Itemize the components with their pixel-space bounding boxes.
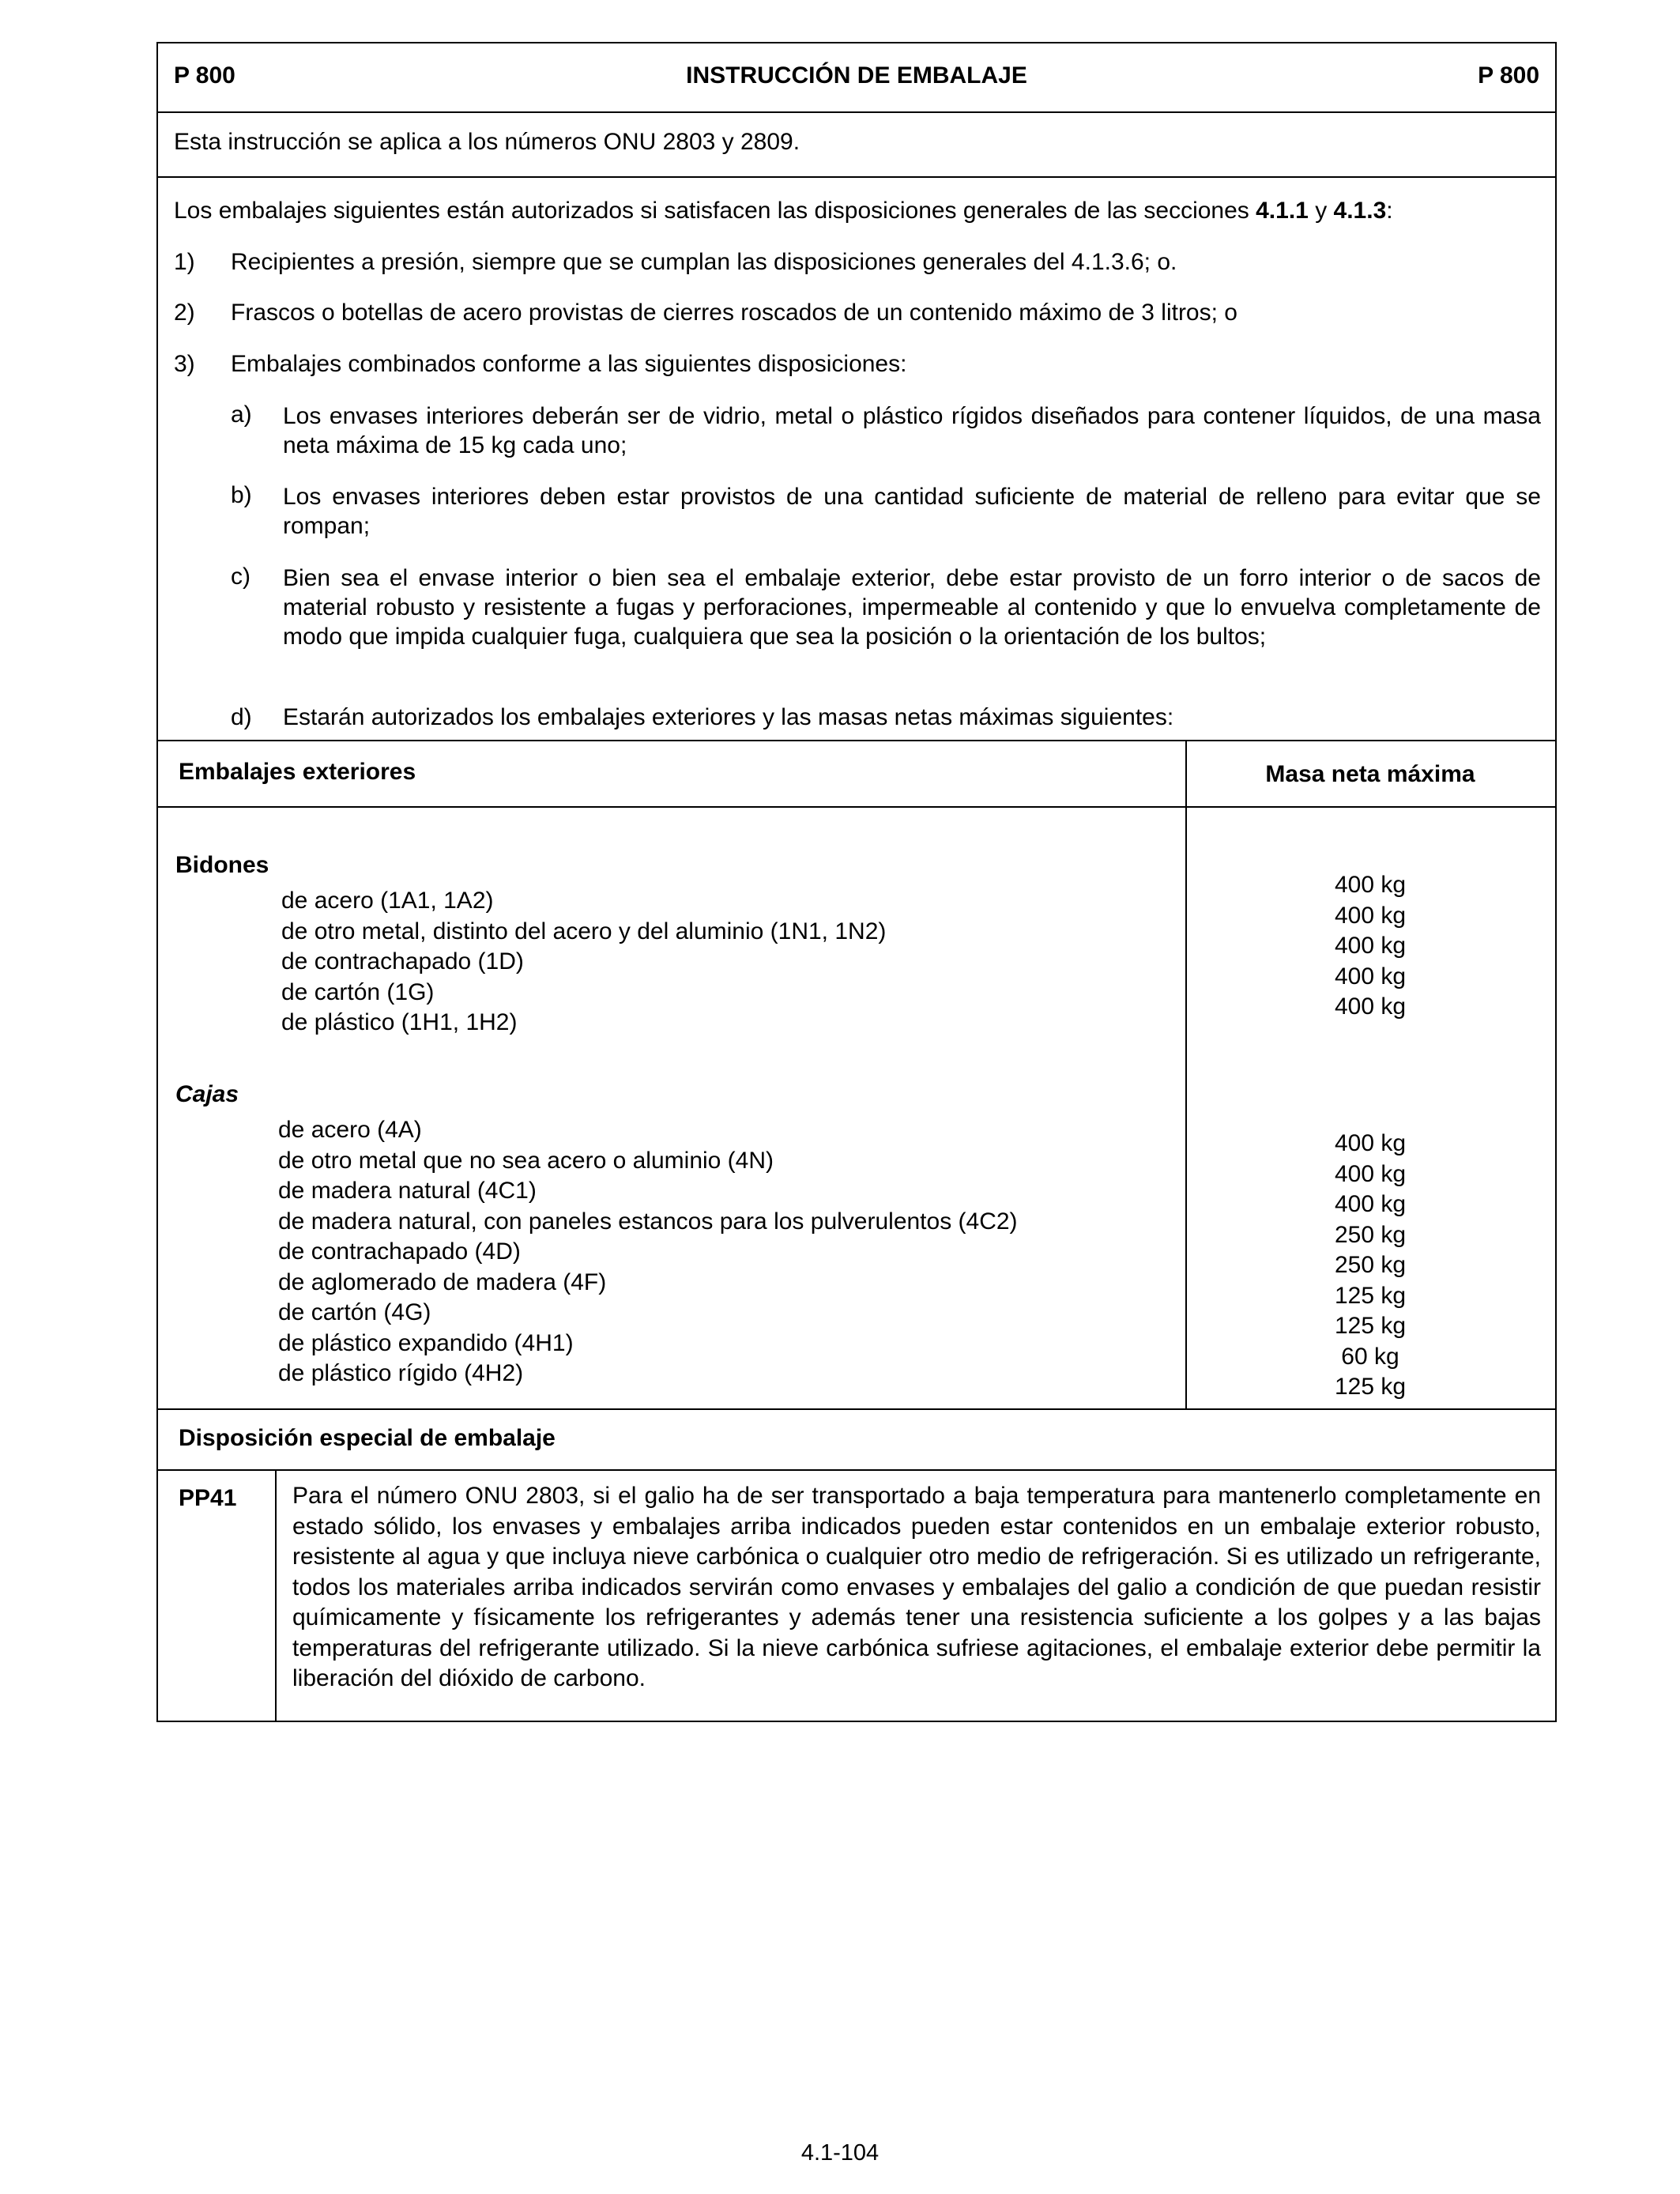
col-header-max-net-mass: Masa neta máxima xyxy=(1265,761,1475,787)
subitem-letter: a) xyxy=(231,401,252,428)
divider xyxy=(158,176,1555,178)
boxes-mass-list xyxy=(1185,1129,1555,1403)
mass-value: 400 kg xyxy=(1334,1160,1407,1187)
subitem-letter: b) xyxy=(231,482,252,508)
table-row: de cartón (4G) xyxy=(278,1299,431,1325)
category-drums: Bidones xyxy=(175,852,269,878)
mass-value: 250 kg xyxy=(1334,1252,1407,1278)
divider xyxy=(158,740,1555,741)
mass-value: 400 kg xyxy=(1334,902,1407,929)
table-row: de plástico expandido (4H1) xyxy=(278,1329,574,1356)
intro-text: Los embalajes siguientes están autorizados si satisfacen las disposiciones generales de las secciones 4.1.1 y 4.1.3: xyxy=(174,198,1393,224)
table-row: de otro metal, distinto del acero y del aluminio (1N1, 1N2) xyxy=(281,918,887,944)
subitem-letter: c) xyxy=(231,564,250,590)
mass-value: 125 kg xyxy=(1334,1313,1407,1339)
column-divider xyxy=(275,1469,277,1721)
drums-list xyxy=(281,886,886,1039)
item-number: 1) xyxy=(174,249,195,275)
category-boxes: Cajas xyxy=(175,1081,239,1107)
item-text: Recipientes a presión, siempre que se cumplan las disposiciones generales del 4.1.3.6; o. xyxy=(231,249,1177,275)
mass-value: 60 kg xyxy=(1341,1343,1399,1370)
table-row: de acero (4A) xyxy=(278,1117,422,1143)
table-row: de contrachapado (4D) xyxy=(278,1238,521,1265)
mass-value: 125 kg xyxy=(1334,1282,1407,1309)
item-text: Embalajes combinados conforme a las siguientes disposiciones: xyxy=(231,351,907,377)
mass-value: 400 kg xyxy=(1334,1130,1407,1156)
table-row: de madera natural, con paneles estancos para los pulverulentos (4C2) xyxy=(278,1208,1018,1235)
mass-value: 400 kg xyxy=(1334,933,1407,959)
table-row: de madera natural (4C1) xyxy=(278,1178,537,1204)
header-code-right: P 800 xyxy=(1478,62,1539,89)
divider xyxy=(158,806,1555,808)
item-number: 2) xyxy=(174,300,195,326)
table-row: de contrachapado (1D) xyxy=(281,948,524,974)
divider xyxy=(158,1469,1555,1471)
table-row: de aglomerado de madera (4F) xyxy=(278,1269,607,1295)
boxes-list xyxy=(278,1115,1018,1389)
subitem-text: Los envases interiores deben estar provistos de una cantidad suficiente de material de relleno para evitar que se rompan; xyxy=(283,484,1541,539)
subitem-text: Estarán autorizados los embalajes exteriores y las masas netas máximas siguientes: xyxy=(283,704,1174,730)
special-provision-code: PP41 xyxy=(179,1485,237,1511)
mass-value: 400 kg xyxy=(1334,993,1407,1020)
table-row: de acero (1A1, 1A2) xyxy=(281,888,494,914)
subitem-text: Bien sea el envase interior o bien sea el embalaje exterior, debe estar provisto de un forro interior o de sacos de material robusto y resistente a fugas y perforaciones, impermeable al contenido y que lo envuelva completamente de modo que impida cualquier fuga, cualquiera que sea la posición o la orientación de los bultos; xyxy=(283,565,1541,650)
divider xyxy=(158,1408,1555,1410)
subitem-letter: d) xyxy=(231,704,252,730)
mass-value: 400 kg xyxy=(1334,1191,1407,1217)
drums-mass-list xyxy=(1185,870,1555,1023)
item-text: Frascos o botellas de acero provistas de cierres roscados de un contenido máximo de 3 litros; o xyxy=(231,300,1237,326)
item-number: 3) xyxy=(174,351,195,377)
header-title: INSTRUCCIÓN DE EMBALAJE xyxy=(686,62,1027,89)
table-row: de plástico rígido (4H2) xyxy=(278,1360,524,1386)
special-provision-text: Para el número ONU 2803, si el galio ha de ser transportado a baja temperatura para mantenerlo completamente en estado sólido, los envases y embalajes arriba indicados pueden estar contenidos en un embalaje exterior robusto, resistente al agua y que incluya nieve carbónica o cualquier otro medio de refrigeración. Si es utilizado un refrigerante, todos los materiales arriba indicados servirán como envases y embalajes del galio a condición de que puedan resistir químicamente y físicamente los refrigerantes y además tener una resistencia suficiente a los golpes y a las bajas temperaturas del refrigerante utilizado. Si la nieve carbónica sufriese agitaciones, el embalaje exterior debe permitir la liberación del dióxido de carbono. xyxy=(292,1483,1541,1691)
packing-instruction-table xyxy=(156,42,1557,1722)
page-number: 4.1-104 xyxy=(800,2140,880,2166)
mass-value: 250 kg xyxy=(1334,1221,1407,1248)
special-provision-heading: Disposición especial de embalaje xyxy=(179,1425,556,1451)
applies-text: Esta instrucción se aplica a los números ONU 2803 y 2809. xyxy=(174,129,800,155)
table-row: de cartón (1G) xyxy=(281,978,435,1005)
subitem-text: Los envases interiores deberán ser de vidrio, metal o plástico rígidos diseñados para contener líquidos, de una masa neta máxima de 15 kg cada uno; xyxy=(283,403,1541,458)
col-header-outer-packagings: Embalajes exteriores xyxy=(179,759,416,785)
mass-value: 400 kg xyxy=(1334,963,1407,990)
table-row: de plástico (1H1, 1H2) xyxy=(281,1009,518,1035)
mass-value: 125 kg xyxy=(1334,1374,1407,1400)
divider xyxy=(158,111,1555,113)
mass-value: 400 kg xyxy=(1334,872,1407,898)
table-row: de otro metal que no sea acero o aluminio (4N) xyxy=(278,1147,774,1174)
header-code-left: P 800 xyxy=(174,62,235,89)
